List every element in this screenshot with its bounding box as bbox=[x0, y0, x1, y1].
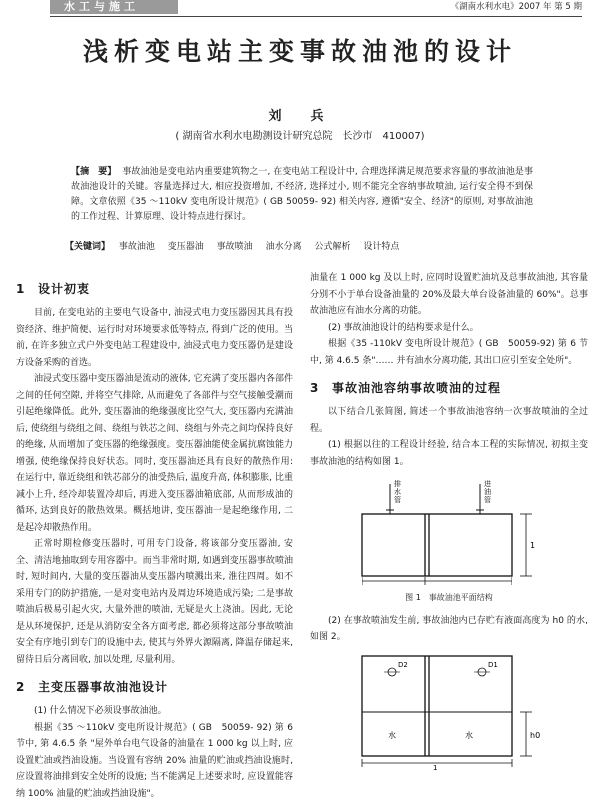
paragraph: (2) 事故油池设计的结构要求是什么。 bbox=[328, 322, 479, 333]
header-rule bbox=[50, 16, 582, 17]
journal-info: 《湖南水利水电》2007 年 第 5 期 bbox=[450, 2, 582, 12]
paragraph: 以下结合几张简图, 简述一个事故油池容纳一次事故喷油的全过程。 bbox=[310, 407, 588, 434]
width-dimension bbox=[362, 576, 512, 586]
section-number: 3 bbox=[310, 381, 320, 395]
abstract-label: 【摘 要】 bbox=[71, 167, 117, 177]
left-column bbox=[16, 270, 293, 802]
section-heading bbox=[16, 678, 293, 696]
abstract bbox=[71, 165, 533, 225]
section-heading bbox=[310, 379, 588, 397]
paragraph: 目前, 在变电站的主要电气设备中, 油浸式电力变压器因其具有投资经济、维护简便、运行时对环境要求低等特点, 得到广泛的使用。当前, 在许多独立式户外变电站工程建设中, 油浸式电力变压器仍是建设方设备采购的首选。 bbox=[16, 308, 293, 368]
paragraph: (2) 在事故喷油发生前, 事故油池内已存贮有液面高度为 h0 的水, 如图 2。 bbox=[310, 615, 588, 642]
section-tag: 水工与施工 bbox=[50, 0, 178, 14]
paragraph: 油浸式变压器中变压器油是流动的液体, 它充满了变压器内各部件之间的任何空隙, 并将空气排除, 从而避免了各部件与空气接触受潮而引起绝缘降低。此外, 变压器油的绝缘强度比空气大, 变压器内充满油后, 使绕组与绕组之间、绕组与铁芯之间、绕组与外壳之间均保持良好的绝缘, 从而增加了变压器的绝缘强度。变压器油能使金属抗腐蚀能力增强, 使绝缘保持良好状态。同时, 变压器油还具有良好的散热作用: 在运行中, 靠近绕组和铁芯部分的油受热后, 温度升高, 体积膨胀, 比重减小上升, 经冷却装置冷却后, 再进入变压器油箱底部, 从而形成油的循环, 达到良好的散热效果。概括地讲, 变压器油一是起绝缘作用, 二是起冷却散热作用。 bbox=[16, 374, 293, 533]
keyword: 变压器油 bbox=[167, 242, 204, 252]
section-title: 设计初衷 bbox=[38, 282, 91, 296]
keyword: 事故喷油 bbox=[216, 242, 253, 252]
keyword: 油水分离 bbox=[265, 242, 302, 252]
paragraph: 正常时期检修变压器时, 可用专门设备, 将该部分变压器油, 安全、清洁地抽取到专用容器中。而当非常时期, 如遇到变压器事故喷油时, 短时间内, 大量的变压器油从变压器内喷溅出来, 淮往四周。如不采用专门的防护措施, 一是对变电站内及周边环境造成污染; 二是事故喷油后极易引起火灾, 大量外泄的喷油, 无疑是火上浇油。因此, 无论是从环境保护, 还是从消防安全各方面考虑, 都必须将这部分事故喷油安全有序地引到专门的设施中去, 使其与外界火源隔离, 降温存储起来, 留待日后分离回收, 加以处理, 尽量利用。 bbox=[16, 539, 293, 665]
affiliation: ( 湖南省水利水电勘测设计研究总院 长沙市 410007) bbox=[175, 131, 425, 142]
d1-label: D1 bbox=[488, 660, 498, 669]
width-dimension-label: 1 bbox=[433, 763, 438, 770]
section-title: 事故油池容纳事故喷油的过程 bbox=[332, 381, 502, 395]
figure-1 bbox=[310, 476, 588, 586]
author: 刘 兵 bbox=[268, 109, 332, 124]
inlet-label: 进油管 bbox=[484, 480, 491, 504]
paragraph: 根据《35 -110kV 变电所设计规范》( GB 50059-92) 第 6 节中, 第 4.6.5 条"…… 并有油水分离功能, 其出口应引至安全处所"。 bbox=[310, 339, 588, 366]
outlet-label: 排水管 bbox=[394, 480, 401, 504]
water-label-left: 水 bbox=[388, 730, 396, 740]
keyword: 公式解析 bbox=[314, 242, 351, 252]
d2-label: D2 bbox=[398, 660, 408, 669]
figure-1-diagram bbox=[310, 476, 588, 586]
paragraph: (1) 根据以往的工程设计经验, 结合本工程的实际情况, 初拟主变事故油池的结构如图 1。 bbox=[310, 440, 588, 467]
keywords bbox=[65, 240, 535, 255]
section-number: 2 bbox=[16, 680, 26, 694]
keywords-label: 【关键词】 bbox=[65, 242, 111, 252]
figure-2 bbox=[310, 650, 588, 770]
figure-1-caption: 图 1 事故油池平面结构 bbox=[405, 593, 493, 602]
figure-2-diagram bbox=[310, 650, 588, 770]
water-label-right: 水 bbox=[465, 730, 473, 740]
paragraph: 根据《35 ～110kV 变电所设计规范》( GB 50059- 92) 第 6 节中, 第 4.6.5 条 "屋外单台电气设备的油量在 1 000 kg 以上时, 应设置贮油或挡油设施。当设置有容纳 20% 油量的贮油或挡油设施时, 应设置将油排到安全处所的设施; 当不能满足上述要求时, 应设置能容纳 100% 油量的贮油或挡油设施"。 bbox=[16, 722, 293, 799]
h0-label: h0 bbox=[530, 730, 541, 740]
pool-outline bbox=[362, 656, 512, 756]
section-heading bbox=[16, 280, 293, 298]
keyword: 设计特点 bbox=[363, 242, 400, 252]
article-title: 浅析变电站主变事故油池的设计 bbox=[82, 37, 517, 66]
paragraph: 油量在 1 000 kg 及以上时, 应同时设置贮油坑及总事故油池, 其容量分别不小于单台设备油量的 20%及最大单台设备油量的 60%"。总事故油池应有油水分离的功能。 bbox=[310, 273, 588, 316]
section-title: 主变压器事故油池设计 bbox=[38, 680, 169, 694]
pool-outline bbox=[362, 514, 512, 576]
abstract-text: 事故油池是变电站内重要建筑物之一, 在变电站工程设计中, 合理选择满足规范要求容量的事故油池是事故油池设计的关键。容量选择过大, 相应投资增加, 不经济, 选择过小, 则不能完全容纳事故喷油, 运行安全得不到保障。文章依照《35 ～110kV 变电所设计规范》( GB 50059- 92) 相关内容, 遵循"安全、经济"的原则, 对事故油池的工作过程、计算原理、设计特点进行探讨。 bbox=[71, 167, 533, 222]
section-number: 1 bbox=[16, 282, 26, 296]
width-dimension-line bbox=[362, 576, 512, 586]
height-dimension-label: 1 bbox=[530, 541, 536, 550]
right-column bbox=[310, 270, 588, 770]
paragraph: (1) 什么情况下必须设事故油池。 bbox=[34, 706, 167, 716]
keyword: 事故油池 bbox=[118, 242, 155, 252]
